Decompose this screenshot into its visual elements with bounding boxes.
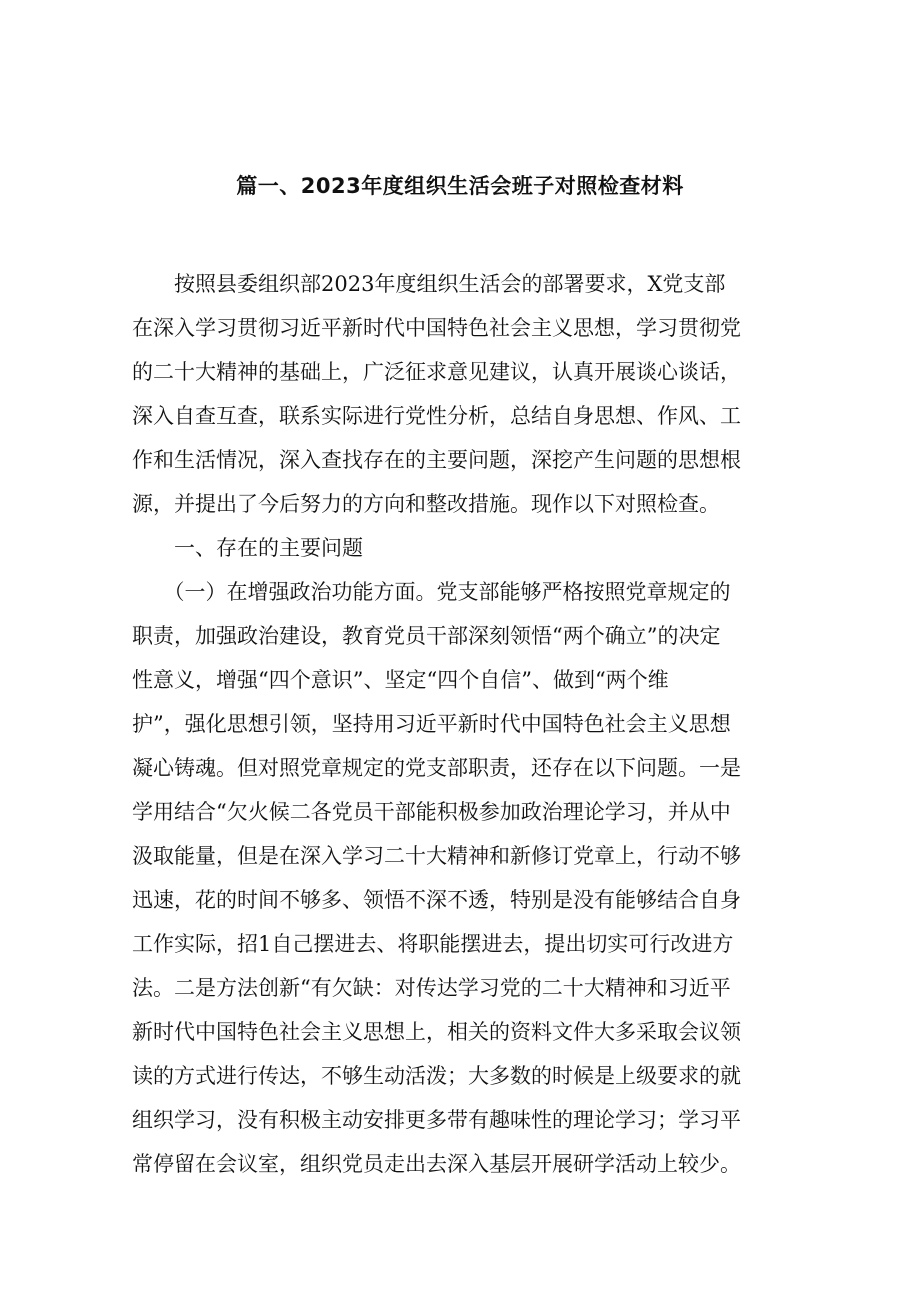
body-line: 的二十大精神的基础上，广泛征求意见建议，认真开展谈心谈话， bbox=[132, 360, 741, 384]
body-line: 读的方式进行传达，不够生动活泼；大多数的时候是上级要求的就 bbox=[132, 1064, 741, 1088]
body-line: 性意义，增强“四个意识”、坚定“四个自信”、做到“两个维 bbox=[132, 668, 669, 692]
body-line: 凝心铸魂。但对照党章规定的党支部职责，还存在以下问题。一是 bbox=[132, 756, 741, 780]
body-line: 法。二是方法创新“有欠缺：对传达学习党的二十大精神和习近平 bbox=[132, 976, 731, 1000]
body-line: 汲取能量，但是在深入学习二十大精神和新修订党章上，行动不够 bbox=[132, 844, 741, 868]
body-line: 按照县委组织部2023年度组织生活会的部署要求，X党支部 bbox=[132, 272, 726, 296]
body-line: 作和生活情况，深入查找存在的主要问题，深挖产生问题的思想根 bbox=[132, 448, 741, 472]
body-line: 学用结合“欠火候二各党员干部能积极参加政治理论学习，并从中 bbox=[132, 800, 731, 824]
body-line: 护”，强化思想引领，坚持用习近平新时代中国特色社会主义思想 bbox=[132, 712, 731, 736]
body-line: 深入自查互查，联系实际进行党性分析，总结自身思想、作风、工 bbox=[132, 404, 741, 428]
body-line: 组织学习，没有积极主动安排更多带有趣味性的理论学习；学习平 bbox=[132, 1108, 741, 1132]
body-line: 职责，加强政治建设，教育党员干部深刻领悟“两个确立”的决定 bbox=[132, 624, 721, 648]
body-line: 迅速，花的时间不够多、领悟不深不透，特别是没有能够结合自身 bbox=[132, 888, 741, 912]
body-line: 工作实际，招1自己摆进去、将职能摆进去，提出切实可行改进方 bbox=[132, 932, 734, 956]
body-line: 源，并提出了今后努力的方向和整改措施。现作以下对照检查。 bbox=[132, 492, 720, 516]
document-title: 篇一、2023年度组织生活会班子对照检查材料 bbox=[236, 174, 684, 198]
body-line: 在深入学习贯彻习近平新时代中国特色社会主义思想，学习贯彻党 bbox=[132, 316, 741, 340]
body-line: （一）在增强政治功能方面。党支部能够严格按照党章规定的 bbox=[132, 580, 731, 604]
section-heading: 一、存在的主要问题 bbox=[132, 536, 363, 560]
body-line: 新时代中国特色社会主义思想上，相关的资料文件大多采取会议领 bbox=[132, 1020, 741, 1044]
body-line: 常停留在会议室，组织党员走出去深入基层开展研学活动上较少。 bbox=[132, 1152, 741, 1176]
document-body bbox=[132, 262, 802, 1186]
